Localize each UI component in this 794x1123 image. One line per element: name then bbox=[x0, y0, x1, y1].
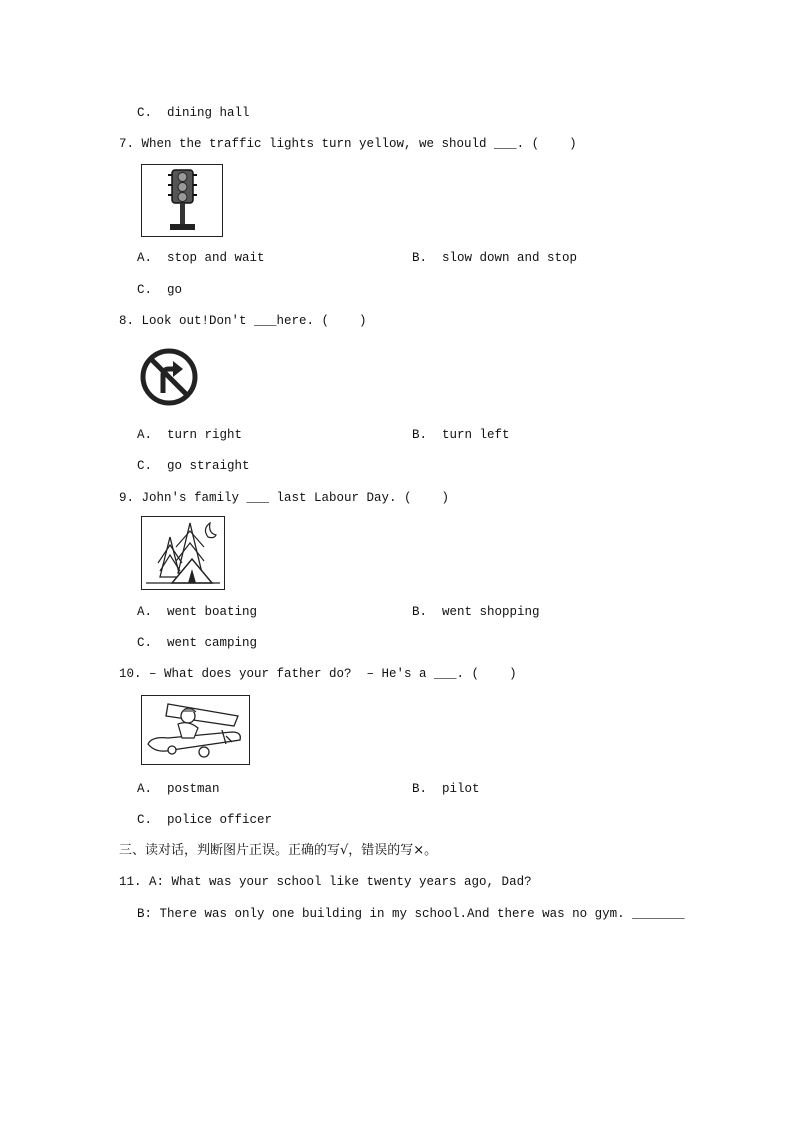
q10-option-b[interactable]: B. pilot bbox=[412, 782, 480, 796]
q8-question: 8. Look out!Don't ___here. ( ) bbox=[119, 314, 367, 328]
q10-option-c[interactable]: C. police officer bbox=[137, 813, 273, 827]
q9-question: 9. John's family ___ last Labour Day. ( ) bbox=[119, 491, 450, 505]
no-right-turn-sign-icon bbox=[139, 347, 199, 407]
q9-option-b[interactable]: B. went shopping bbox=[412, 605, 540, 619]
q8-option-b[interactable]: B. turn left bbox=[412, 428, 510, 442]
q7-option-c[interactable]: C. go bbox=[137, 283, 183, 297]
camping-tent-icon bbox=[141, 516, 225, 590]
q10-option-a[interactable]: A. postman bbox=[137, 782, 220, 796]
q7-option-a[interactable]: A. stop and wait bbox=[137, 251, 265, 265]
q7-question: 7. When the traffic lights turn yellow, we should ___. ( ) bbox=[119, 137, 577, 151]
pilot-airplane-icon bbox=[141, 695, 250, 765]
q10-question: 10. – What does your father do? – He's a ___. ( ) bbox=[119, 667, 517, 681]
q8-option-a[interactable]: A. turn right bbox=[137, 428, 243, 442]
q9-option-c[interactable]: C. went camping bbox=[137, 636, 258, 650]
q8-option-c[interactable]: C. go straight bbox=[137, 459, 250, 473]
q11-line-a: 11. A: What was your school like twenty years ago, Dad? bbox=[119, 875, 532, 889]
section-3-title: 三、读对话，判断图片正误。正确的写√，错误的写×。 bbox=[119, 843, 438, 858]
q7-option-b[interactable]: B. slow down and stop bbox=[412, 251, 578, 265]
q9-option-a[interactable]: A. went boating bbox=[137, 605, 258, 619]
q6-option-c[interactable]: C. dining hall bbox=[137, 106, 250, 120]
q11-line-b[interactable]: B: There was only one building in my school.And there was no gym. _______ bbox=[137, 907, 685, 921]
traffic-light-icon bbox=[141, 164, 223, 237]
